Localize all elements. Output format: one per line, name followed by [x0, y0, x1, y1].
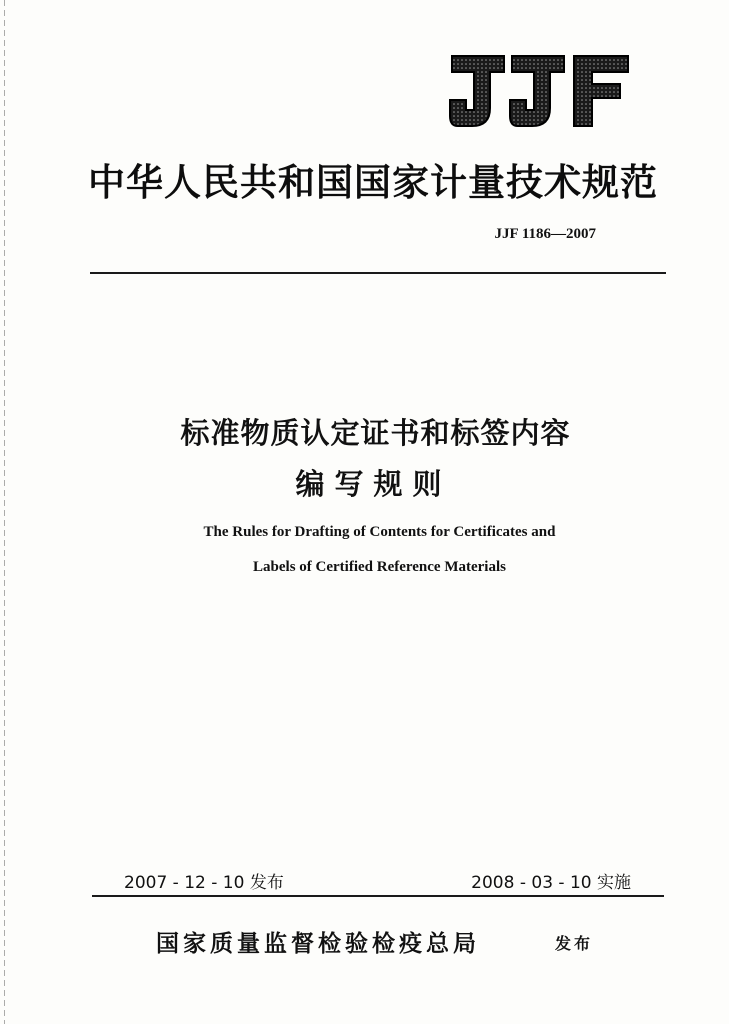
top-divider: [90, 272, 666, 274]
chinese-title-line-1: 标准物质认定证书和标签内容: [180, 416, 571, 450]
english-title-line-1: The Rules for Drafting of Contents for Certificates and: [203, 524, 556, 540]
standard-number: JJF 1186—2007: [494, 226, 596, 242]
implementation-date: 2008 - 03 - 10 实施: [471, 873, 631, 893]
english-title-line-2: Labels of Certified Reference Materials: [253, 559, 506, 575]
organization-title: 中华人民共和国国家计量技术规范: [88, 160, 658, 204]
chinese-title-line-2: 编写规则: [295, 467, 452, 501]
scan-edge: [4, 0, 5, 1024]
publisher-suffix: 发布: [555, 934, 594, 953]
issue-date: 2007 - 12 - 10 发布: [124, 873, 284, 893]
jjf-logo: [448, 50, 630, 130]
bottom-divider: [92, 895, 664, 897]
publisher-name: 国家质量监督检验检疫总局: [156, 930, 480, 957]
